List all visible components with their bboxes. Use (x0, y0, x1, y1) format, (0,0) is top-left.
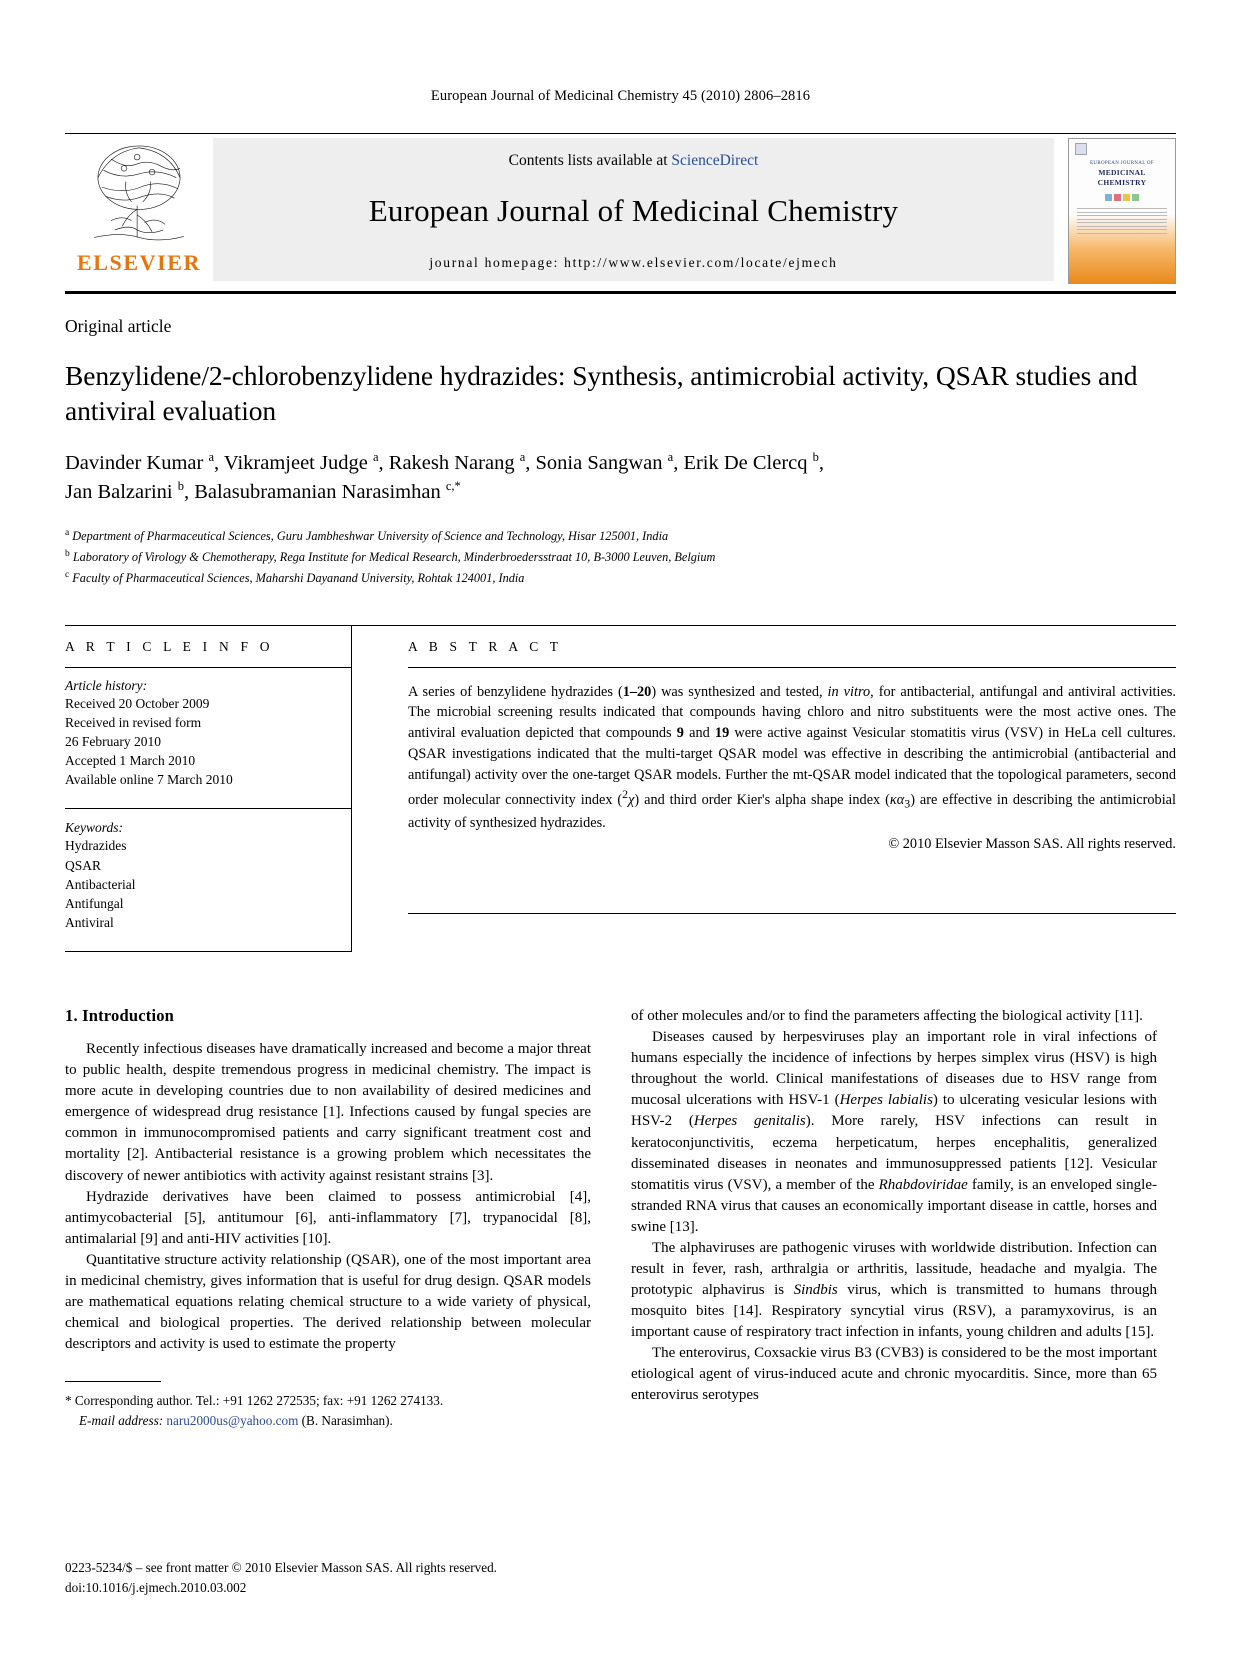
keyword-item: Hydrazides (65, 838, 127, 854)
abs-bold: 1–20 (622, 683, 652, 700)
history-item: Received in revised form (65, 714, 202, 730)
info-abstract-block (65, 625, 1176, 953)
section-heading-introduction: 1. Introduction (65, 1006, 175, 1026)
abs-part: , for antibacterial, antifungal and antiviral activities. The microbial screening results indicated that compounds having chloro and nitro substituents were the most active ones. The antiviral evaluation depicted that compounds (408, 683, 1176, 742)
issn-footer (65, 1558, 497, 1598)
author-list (65, 449, 1176, 507)
body-columns (65, 1006, 1176, 1431)
masthead-center (213, 138, 1054, 281)
abs-bold: 9 (676, 725, 684, 742)
keywords-list (65, 836, 351, 932)
corresponding-author-footnote (65, 1381, 591, 1431)
contents-available-line (509, 152, 759, 170)
abs-part: ) was synthesized and tested, (651, 683, 828, 700)
paragraph: Diseases caused by herpesviruses play an important role in viral infections of humans especially the incidence of infections by herpes simplex virus (HSV) is high throughout the world. Clinical manifestations of diseases due to HSV range from mucosal ulcerations with HSV-1 (Herpes labialis) to ulcerating vesicular lesions with HSV-2 (Herpes genitalis). More rarely, HSV infections can result in keratoconjunctivitis, eczema herpeticatum, herpes encephalitis, generalized disseminated diseases in neonates and immunosuppressed patients [12]. Vesicular stomatitis virus (VSV), a member of the Rhabdoviridae family, is an enveloped single-stranded RNA virus that causes an economically important disease in cattle, horses and swine [13]. (631, 1029, 1157, 1235)
article-history-label: Article history: (65, 677, 148, 693)
abstract-copyright: © 2010 Elsevier Masson SAS. All rights reserved. (888, 835, 1176, 852)
abs-part: ) are effective in describing the antimicrobial activity of synthesized hydrazides. (408, 791, 1176, 831)
journal-title: European Journal of Medicinal Chemistry (368, 193, 899, 228)
abs-bold: 19 (714, 725, 730, 742)
cover-color-bars (1069, 194, 1175, 201)
paragraph: The alphaviruses are pathogenic viruses with worldwide distribution. Infection can result in fever, rash, arthralgia or arthritis, lassitude, headache and myalgia. The prototypic alphavirus is Sindbis virus, which is transmitted to humans through mosquito bites [14]. Respiratory syncytial virus (RSV), a paramyxovirus, is an important cause of respiratory tract infection in infants, young children and adults [15]. (631, 1239, 1157, 1341)
footer-line-2: doi:10.1016/j.ejmech.2010.03.002 (65, 1580, 247, 1596)
cover-text-lines (1069, 208, 1175, 234)
article-type: Original article (65, 316, 172, 336)
journal-homepage[interactable]: journal homepage: http://www.elsevier.com/locate/ejmech (429, 255, 838, 270)
history-item: 26 February 2010 (65, 733, 161, 749)
journal-cover-thumbnail[interactable] (1068, 138, 1176, 284)
contents-prefix: Contents lists available at (508, 152, 672, 169)
journal-masthead (65, 133, 1176, 291)
email-line (65, 1411, 591, 1431)
paragraph: Quantitative structure activity relationship (QSAR), one of the most important area in medicinal chemistry, gives information that is useful for drug design. QSAR models are mathematical equations relating chemical structure to a wide variety of physical, chemical and biological properties. The derived relationship between molecular descriptors and activity is used to estimate the property (65, 1251, 591, 1353)
keyword-item: Antiviral (65, 915, 114, 930)
abs-kappa: κα (889, 791, 905, 808)
keyword-item: Antifungal (65, 895, 124, 911)
paragraph: The enterovirus, Coxsackie virus B3 (CVB3) is considered to be the most important etiological agent of virus-induced acute and chronic myocarditis. Since, more than 65 enterovirus serotypes (631, 1345, 1157, 1404)
article-history-list (65, 694, 351, 790)
keywords-label: Keywords: (65, 820, 123, 836)
keyword-item: QSAR (65, 857, 102, 873)
abs-part: ) and third order Kier's alpha shape index ( (634, 791, 890, 808)
keyword-item: Antibacterial (65, 876, 136, 892)
abstract-text (408, 682, 1176, 834)
sciencedirect-link[interactable]: ScienceDirect (671, 152, 759, 169)
affiliations (65, 526, 1176, 589)
history-item: Available online 7 March 2010 (65, 772, 233, 788)
article-info-column (65, 625, 351, 953)
email-suffix: (B. Narasimhan). (298, 1412, 393, 1428)
paragraph: Hydrazide derivatives have been claimed to possess antimicrobial [4], antimycobacterial [5], antitumour [6], anti-inflammatory [7], trypanocidal [8], antimalarial [9] and anti-HIV activities [10]. (65, 1188, 591, 1247)
affiliation-a: $^a$ Department of Pharmaceutical Sciences, Guru Jambheshwar University of Science and Technology, Hisar 125001, India (65, 527, 669, 543)
cover-line-2: MEDICINAL (1098, 167, 1146, 177)
affiliation-b: $^b$ Laboratory of Virology & Chemotherapy, Rega Institute for Medical Research, Minderbroedersstraat 10, B-3000 Leuven, Belgium (65, 548, 716, 564)
abstract-heading: A B S T R A C T (408, 638, 563, 654)
abstract-column (351, 625, 1176, 953)
abs-part: and (683, 725, 715, 742)
email-label: E-mail address: (79, 1412, 164, 1428)
elsevier-wordmark: ELSEVIER (76, 250, 202, 275)
abs-sub: 3 (904, 796, 911, 811)
corresponding-author-line: * Corresponding author. Tel.: +91 1262 272535; fax: +91 1262 274133. (65, 1393, 444, 1409)
cover-logo-icon (1075, 143, 1087, 155)
affiliation-c: $^c$ Faculty of Pharmaceutical Sciences, Maharshi Dayanand University, Rohtak 124001, India (65, 569, 525, 585)
body-left-column (65, 1006, 591, 1431)
footer-line-1: 0223-5234/$ – see front matter © 2010 Elsevier Masson SAS. All rights reserved. (65, 1560, 497, 1576)
footnote-rule (65, 1381, 161, 1382)
abs-chi: χ (628, 791, 635, 808)
abs-sup: 2 (622, 786, 629, 801)
paragraph: of other molecules and/or to find the parameters affecting the biological activity [11]. (631, 1008, 1143, 1025)
elsevier-tree-icon (83, 140, 195, 248)
abs-part: A series of benzylidene hydrazides ( (408, 683, 623, 700)
email-link[interactable]: naru2000us@yahoo.com (166, 1412, 299, 1428)
history-item: Received 20 October 2009 (65, 695, 210, 711)
abs-italic: in vitro (827, 683, 871, 700)
page-title: Benzylidene/2-chlorobenzylidene hydrazides: Synthesis, antimicrobial activity, QSAR studies and antiviral evaluation (65, 360, 1138, 427)
publisher-logo (65, 134, 213, 291)
masthead-bottom-rule (65, 291, 1176, 294)
paragraph: Recently infectious diseases have dramatically increased and become a major threat to public health, despite tremendous progress in medicinal chemistry. The impact is more acute in developing countries due to non availability of desired medicines and emergence of widespread drug resistance [1]. Infections caused by fungal species are common in immunocompromised patients and carry significant treatment cost and mortality [2]. Antibacterial resistance is a growing problem which necessitates the discovery of newer antibiotics with activity against resistant strains [3]. (65, 1041, 591, 1184)
running-head: European Journal of Medicinal Chemistry 45 (2010) 2806–2816 (430, 88, 811, 104)
cover-line-3: CHEMISTRY (1097, 177, 1147, 187)
journal-cover-cell (1054, 134, 1176, 291)
abs-part: were active against Vesicular stomatitis virus (VSV) in HeLa cell cultures. QSAR investigations indicated that the multi-target QSAR model was effective in describing the antimicrobial (antibacterial and antifungal) activity over the one-target QSAR models. Further the mt-QSAR model indicated that the topological parameters, second order molecular connectivity index ( (408, 725, 1177, 808)
author-line-1: Davinder Kumar $^a$, Vikramjeet Judge $^a$, Rakesh Narang $^a$, Sonia Sangwan $^a$, Erik De Clercq $^b$, (65, 450, 825, 475)
cover-line-1: EUROPEAN JOURNAL OF (1090, 161, 1154, 166)
body-right-column (631, 1006, 1157, 1431)
article-info-heading: A R T I C L E I N F O (65, 638, 274, 654)
history-item: Accepted 1 March 2010 (65, 753, 196, 769)
author-line-2: Jan Balzarini $^b$, Balasubramanian Narasimhan $^{c,*}$ (65, 479, 461, 504)
